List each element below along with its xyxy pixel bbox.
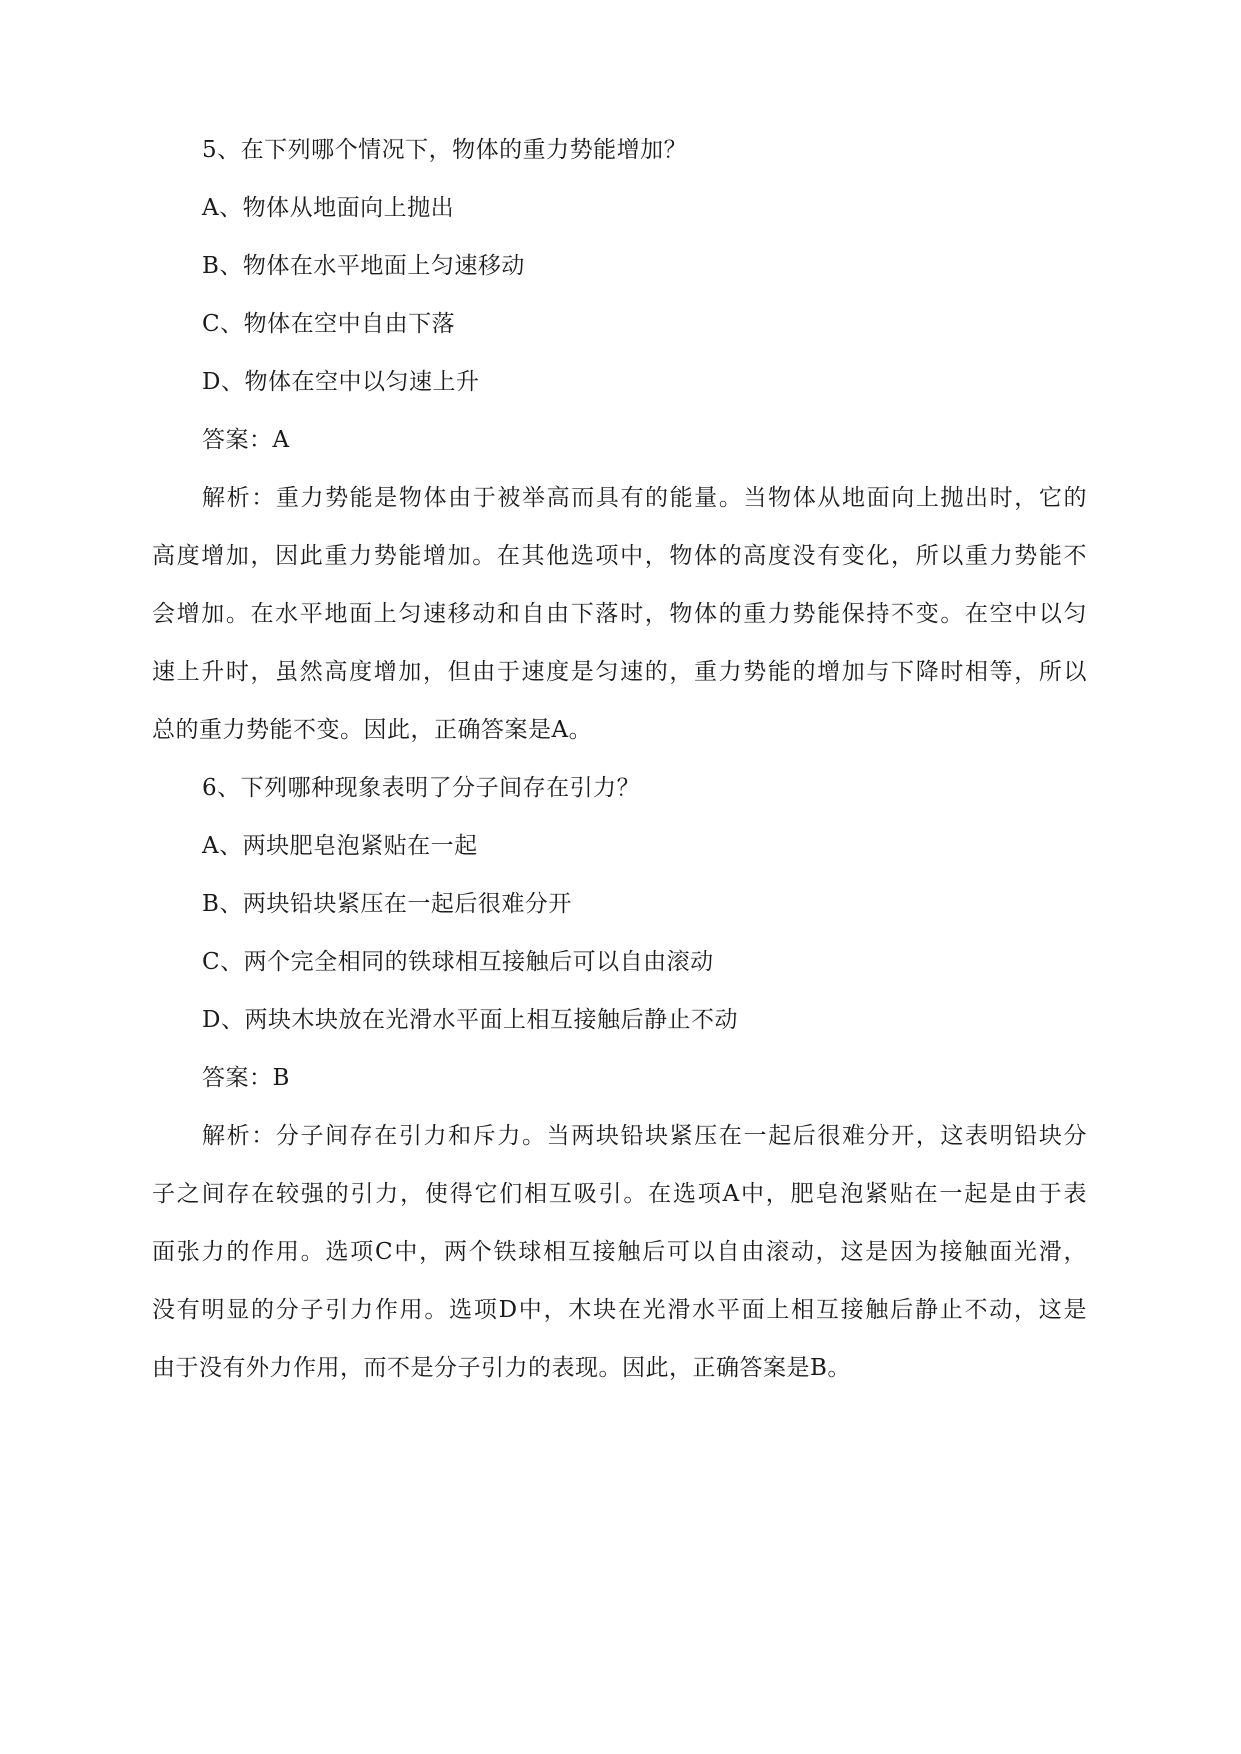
answer: 答案：B (202, 1065, 290, 1091)
analysis-line: 没有明显的分子引力作用。选项D中，木块在光滑水平面上相互接触后静止不动，这是 (152, 1297, 1087, 1323)
analysis-line: 子之间存在较强的引力，使得它们相互吸引。在选项A中，肥皂泡紧贴在一起是由于表 (152, 1181, 1087, 1207)
answer: 答案：A (202, 427, 290, 453)
analysis-line: 会增加。在水平地面上匀速移动和自由下落时，物体的重力势能保持不变。在空中以匀 (152, 601, 1087, 627)
option-d: D、两块木块放在光滑水平面上相互接触后静止不动 (202, 1007, 738, 1033)
option-a: A、两块肥皂泡紧贴在一起 (202, 833, 478, 859)
analysis-line: 高度增加，因此重力势能增加。在其他选项中，物体的高度没有变化，所以重力势能不 (152, 543, 1087, 569)
option-b: B、两块铅块紧压在一起后很难分开 (202, 891, 572, 917)
analysis-line: 解析：重力势能是物体由于被举高而具有的能量。当物体从地面向上抛出时，它的 (202, 485, 1087, 511)
analysis-line: 速上升时，虽然高度增加，但由于速度是匀速的，重力势能的增加与下降时相等，所以 (152, 659, 1087, 685)
analysis-line: 面张力的作用。选项C中，两个铁球相互接触后可以自由滚动，这是因为接触面光滑， (152, 1239, 1087, 1265)
option-a: A、物体从地面向上抛出 (202, 195, 455, 221)
option-c: C、物体在空中自由下落 (202, 311, 456, 337)
analysis-line: 总的重力势能不变。因此，正确答案是A。 (152, 717, 593, 743)
analysis-line: 解析：分子间存在引力和斥力。当两块铅块紧压在一起后很难分开，这表明铅块分 (202, 1123, 1087, 1149)
analysis-line: 由于没有外力作用，而不是分子引力的表现。因此，正确答案是B。 (152, 1355, 851, 1381)
question-stem: 6、下列哪种现象表明了分子间存在引力？ (202, 775, 641, 801)
question-stem: 5、在下列哪个情况下，物体的重力势能增加？ (202, 137, 688, 163)
option-d: D、物体在空中以匀速上升 (202, 369, 480, 395)
option-c: C、两个完全相同的铁球相互接触后可以自由滚动 (202, 949, 714, 975)
option-b: B、物体在水平地面上匀速移动 (202, 253, 525, 279)
